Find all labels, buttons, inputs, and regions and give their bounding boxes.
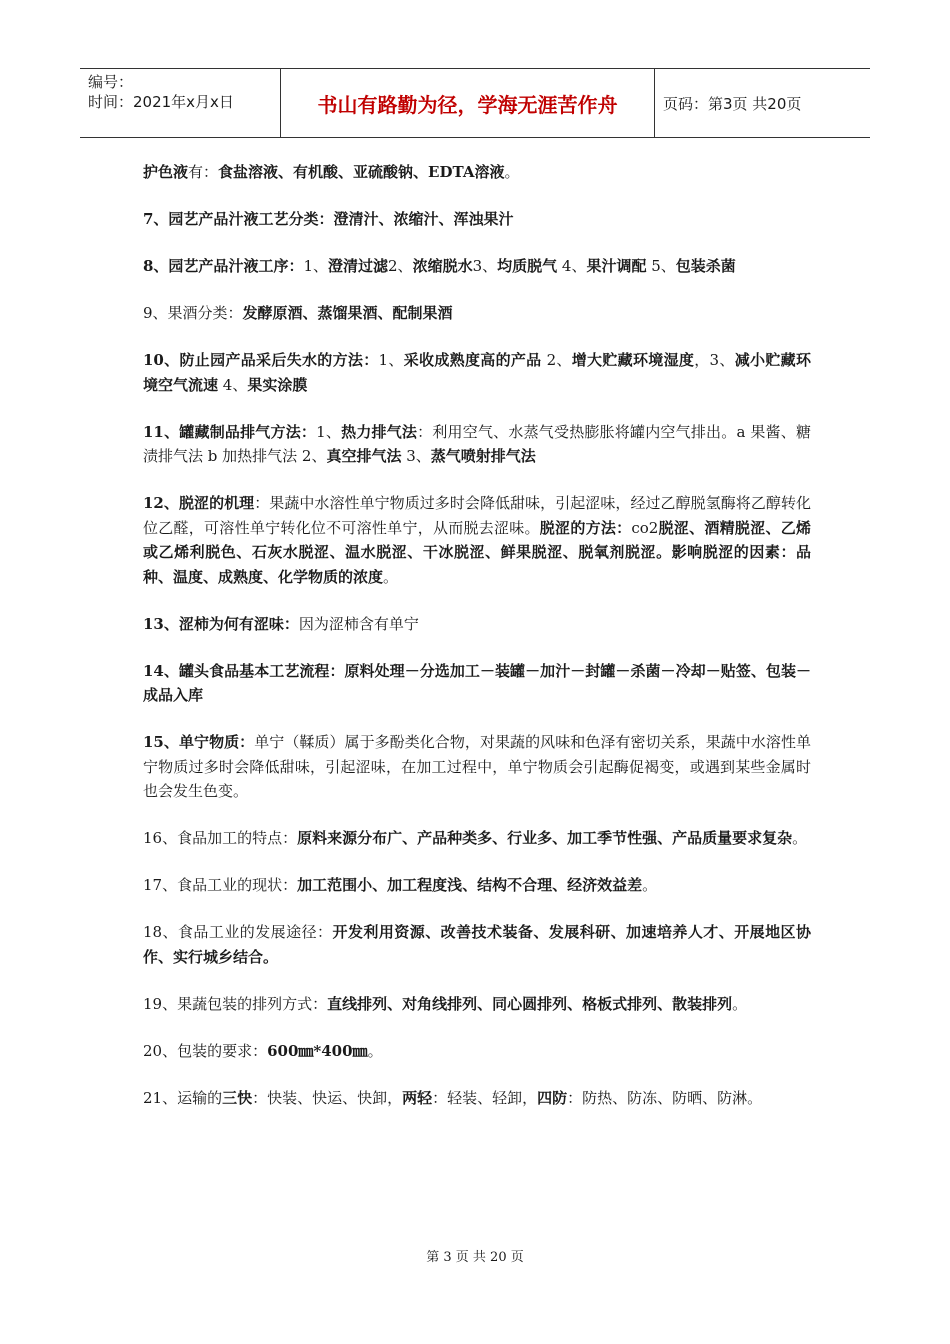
text-segment: 13、涩柿为何有涩味： bbox=[143, 614, 299, 633]
text-segment: 澄清过滤 bbox=[328, 257, 389, 275]
text-segment: 增大贮藏环境湿度 bbox=[571, 351, 695, 369]
paragraph bbox=[143, 920, 811, 969]
text-segment: 21、运输的 bbox=[143, 1088, 223, 1107]
page-footer: 第 3 页 共 20 页 bbox=[426, 1250, 524, 1265]
text-segment: 包装杀菌 bbox=[675, 257, 736, 275]
text-segment: 脱涩、酒精脱涩、乙烯或乙烯利脱色、石灰水脱涩、温水脱涩、干冰脱涩、鲜果脱涩、脱氧剂脱涩。影响脱涩的因素：品种、温度、成熟度、化学物质的浓度 bbox=[143, 518, 811, 586]
text-segment: 浓缩脱水 bbox=[412, 257, 473, 275]
text-segment: 15、单宁物质： bbox=[143, 733, 255, 751]
text-segment: 2、 bbox=[541, 351, 572, 369]
paragraph bbox=[143, 301, 811, 326]
text-segment: 1、 bbox=[303, 257, 328, 275]
text-segment: 蒸气喷射排气法 bbox=[430, 447, 536, 465]
text-segment: 加工范围小、加工程度浅、结构不合理、经济效益差 bbox=[297, 876, 643, 894]
text-segment: 9、果酒分类： bbox=[143, 304, 243, 322]
text-segment: 7、园艺产品汁液工艺分类：澄清汁、浓缩汁、浑浊果汁 bbox=[143, 210, 514, 228]
text-segment: 4、 bbox=[557, 257, 587, 275]
text-segment: 发酵原酒、蒸馏果酒、配制果酒 bbox=[242, 304, 453, 322]
paragraph bbox=[143, 254, 811, 279]
text-segment: 12、脱涩的机理 bbox=[143, 494, 255, 512]
text-segment: 真空排气法 bbox=[326, 447, 402, 465]
text-segment: 4、 bbox=[218, 375, 248, 394]
text-segment: 17、食品工业的现状： bbox=[143, 876, 298, 894]
text-segment: 果汁调配 bbox=[586, 257, 647, 275]
paragraph bbox=[143, 1086, 811, 1111]
text-segment: 。 bbox=[504, 163, 520, 181]
text-segment: 热力排气法 bbox=[341, 422, 418, 441]
paragraph bbox=[143, 730, 811, 804]
text-segment: ：利用空气、水蒸气受热膨胀将罐内空气排出。a 果酱、糖渍排气法 b 加热排气法 2、 bbox=[143, 422, 811, 465]
text-segment: 采收成熟度高的产品 bbox=[403, 351, 542, 369]
paragraph bbox=[143, 420, 811, 469]
text-segment: 单宁（鞣质）属于多酚类化合物，对果蔬的风味和色泽有密切关系，果蔬中水溶性单宁物质过多时会降低甜味，引起涩味，在加工过程中，单宁物质会引起酶促褐变，或遇到某些金属时也会发生色变。 bbox=[143, 733, 811, 800]
text-segment: 三快 bbox=[222, 1088, 253, 1107]
text-segment: 。 bbox=[383, 567, 399, 586]
text-segment: 。 bbox=[732, 994, 748, 1013]
paragraph bbox=[143, 873, 811, 898]
text-segment: 直线排列、对角线排列、同心圆排列、格板式排列、散装排列 bbox=[327, 994, 733, 1013]
text-segment: 原料来源分布广、产品种类多、行业多、加工季节性强、产品质量要求复杂 bbox=[297, 829, 793, 847]
text-segment: 2、 bbox=[388, 257, 413, 275]
header-page-info: 页码：第3页 共20页 bbox=[663, 94, 802, 113]
text-segment: 均质脱气 bbox=[497, 257, 558, 275]
text-segment: 开发利用资源、改善技术装备、发展科研、加速培养人才、开展地区协作、实行城乡结合。 bbox=[143, 923, 811, 966]
text-segment: 1、 bbox=[378, 351, 404, 369]
text-segment: 四防 bbox=[537, 1088, 568, 1107]
text-segment: 10、防止园产品采后失水的方法： bbox=[143, 351, 379, 369]
text-segment: 20、包装的要求： bbox=[143, 1041, 268, 1060]
text-segment: ：防热、防冻、防晒、防淋。 bbox=[567, 1088, 763, 1107]
text-segment: 3、 bbox=[472, 257, 498, 275]
text-segment: 19、果蔬包装的排列方式： bbox=[143, 994, 328, 1013]
text-segment: co2 bbox=[631, 518, 659, 537]
text-segment: 因为涩柿含有单宁 bbox=[298, 614, 419, 633]
paragraph bbox=[143, 659, 811, 708]
text-segment: 1、 bbox=[316, 422, 342, 441]
text-segment: 18、食品工业的发展途径： bbox=[143, 923, 333, 941]
paragraph bbox=[143, 491, 811, 589]
text-segment: 。 bbox=[792, 829, 808, 847]
document-body bbox=[143, 160, 811, 1133]
text-segment: 5、 bbox=[646, 257, 676, 275]
text-segment: 14、罐头食品基本工艺流程：原料处理－分选加工－装罐－加汁－封罐－杀菌－冷却－贴签、包装－成品入库 bbox=[143, 661, 811, 704]
text-segment: 减小贮藏环境空气流速 bbox=[143, 351, 811, 394]
text-segment: 600㎜*400㎜ bbox=[267, 1041, 368, 1060]
text-segment: 脱涩的方法： bbox=[539, 518, 632, 537]
text-segment: ，3、 bbox=[694, 351, 735, 369]
paragraph bbox=[143, 1039, 811, 1064]
text-segment: ：轻装、轻卸， bbox=[432, 1088, 538, 1107]
paragraph bbox=[143, 160, 811, 185]
page-header bbox=[80, 68, 870, 138]
text-segment: 。 bbox=[642, 876, 658, 894]
paragraph bbox=[143, 826, 811, 851]
text-segment: 3、 bbox=[401, 447, 431, 465]
text-segment: 食盐溶液、有机酸、亚硫酸钠、EDTA溶液 bbox=[218, 163, 505, 181]
text-segment: 两轻 bbox=[402, 1088, 433, 1107]
text-segment: 有： bbox=[188, 163, 219, 181]
paragraph bbox=[143, 992, 811, 1017]
text-segment: 11、罐藏制品排气方法： bbox=[143, 422, 317, 441]
text-segment: ：快装、快运、快卸， bbox=[252, 1088, 403, 1107]
number-label: 编号： bbox=[88, 73, 134, 91]
paragraph bbox=[143, 612, 811, 637]
text-segment: 16、食品加工的特点： bbox=[143, 829, 298, 847]
text-segment: ：果蔬中水溶性单宁物质过多时会降低甜味，引起涩味，经过乙醇脱氢酶将乙醇转化位乙醛，可溶性单宁转化位不可溶性单宁，从而脱去涩味。 bbox=[143, 494, 811, 537]
header-motto: 书山有路勤为径，学海无涯苦作舟 bbox=[281, 69, 655, 137]
text-segment: 8、园艺产品汁液工序： bbox=[143, 257, 304, 275]
header-meta bbox=[80, 69, 281, 137]
text-segment: 。 bbox=[367, 1041, 383, 1060]
time-text: 时间：2021年x月x日 bbox=[88, 93, 234, 111]
text-segment: 护色液 bbox=[143, 163, 189, 181]
text-segment: 果实涂膜 bbox=[247, 375, 308, 394]
paragraph bbox=[143, 348, 811, 397]
paragraph bbox=[143, 207, 811, 232]
